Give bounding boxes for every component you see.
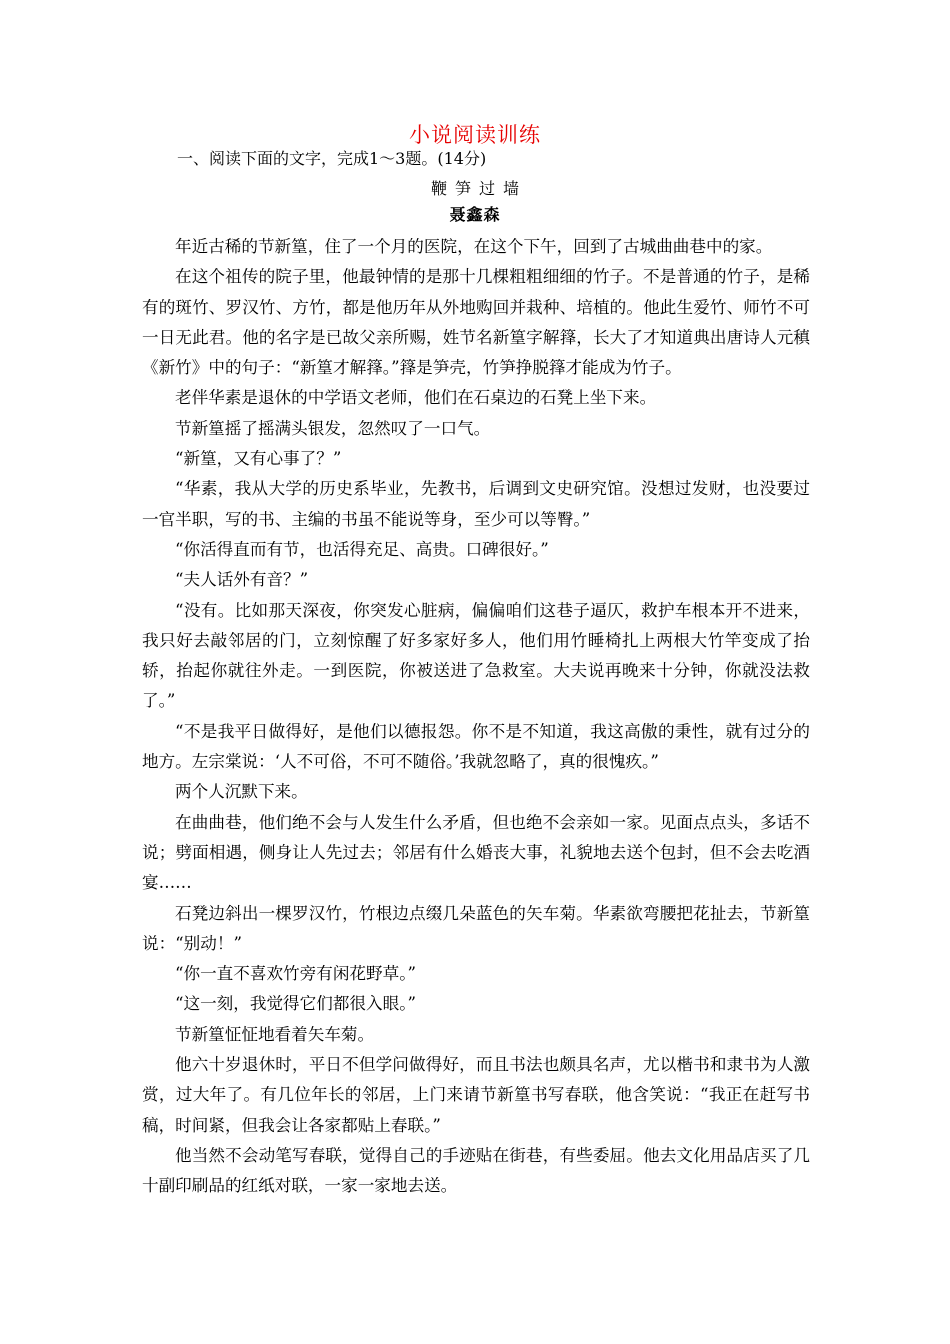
paragraph: “新篁，又有心事了？”	[175, 449, 342, 469]
paragraph: 节新篁摇了摇满头银发，忽然叹了一口气。	[175, 418, 491, 438]
paragraph: “华素，我从大学的历史系毕业，先教书，后调到文史研究馆。没想过发财，也没要过一官半职，写的书、主编的书虽不能说等身，至少可以等臀。”	[142, 479, 810, 529]
paragraph: 石凳边斜出一棵罗汉竹，竹根边点缀几朵蓝色的矢车菊。华素欲弯腰把花扯去，节新篁说：“别动！”	[142, 903, 810, 953]
paragraph: “不是我平日做得好，是他们以德报怨。你不是不知道，我这高傲的秉性，就有过分的地方。左宗棠说：‘人不可俗，不可不随俗。’我就忽略了，真的很愧疚。”	[142, 721, 810, 772]
paragraph: “你一直不喜欢竹旁有闲花野草。”	[175, 964, 416, 984]
paragraph: 年近古稀的节新篁，住了一个月的医院，在这个下午，回到了古城曲曲巷中的家。	[175, 237, 773, 256]
paragraph: “你活得直而有节，也活得充足、高贵。口碑很好。”	[175, 539, 549, 559]
paragraph: “夫人话外有音？”	[175, 570, 309, 590]
paragraph: 他六十岁退休时，平日不但学问做得好，而且书法也颇具名声，尤以楷书和隶书为人激赏，过大年了。有几位年长的邻居，上门来请节新篁书写春联，他含笑说：“我正在赶写书稿，时间紧，但我会让各家都贴上春联。”	[142, 1055, 810, 1135]
document-title: 小说阅读训练	[409, 123, 541, 147]
paragraph: 老伴华素是退休的中学语文老师，他们在石桌边的石凳上坐下来。	[175, 388, 657, 408]
paragraph: 两个人沉默下来。	[175, 782, 308, 802]
story-author: 聂鑫森	[449, 205, 501, 224]
paragraph: 他当然不会动笔写春联，觉得自己的手迹贴在街巷，有些委屈。他去文化用品店买了几十副印刷品的红纸对联，一家一家地去送。	[142, 1145, 810, 1196]
story-body	[142, 232, 810, 1202]
question-instruction: 一、阅读下面的文字，完成1～3题。(14分)	[177, 149, 487, 168]
paragraph: 在这个祖传的院子里，他最钟情的是那十几棵粗粗细细的竹子。不是普通的竹子，是稀有的斑竹、罗汉竹、方竹，都是他历年从外地购回并栽种、培植的。他此生爱竹、师竹不可一日无此君。他的名字是已故父亲所赐，姓节名新篁字解箨，长大了才知道典出唐诗人元稹《新竹》中的句子：“新篁才解箨。”箨是笋壳，竹笋挣脱箨才能成为竹子。	[142, 267, 810, 378]
paragraph: “这一刻，我觉得它们都很入眼。”	[175, 994, 416, 1014]
story-title: 鞭笋过墙	[430, 179, 527, 198]
paragraph: 在曲曲巷，他们绝不会与人发生什么矛盾，但也绝不会亲如一家。见面点点头，多话不说；劈面相遇，侧身让人先过去；邻居有什么婚丧大事，礼貌地去送个包封，但不会去吃酒宴……	[142, 812, 810, 893]
paragraph: 节新篁怔怔地看着矢车菊。	[175, 1024, 375, 1044]
paragraph: “没有。比如那天深夜，你突发心脏病，偏偏咱们这巷子逼仄，救护车根本开不进来，我只好去敲邻居的门，立刻惊醒了好多家好多人，他们用竹睡椅扎上两根大竹竿变成了抬轿，抬起你就往外走。一到医院，你被送进了急救室。大夫说再晚来十分钟，你就没法救了。”	[142, 600, 810, 711]
